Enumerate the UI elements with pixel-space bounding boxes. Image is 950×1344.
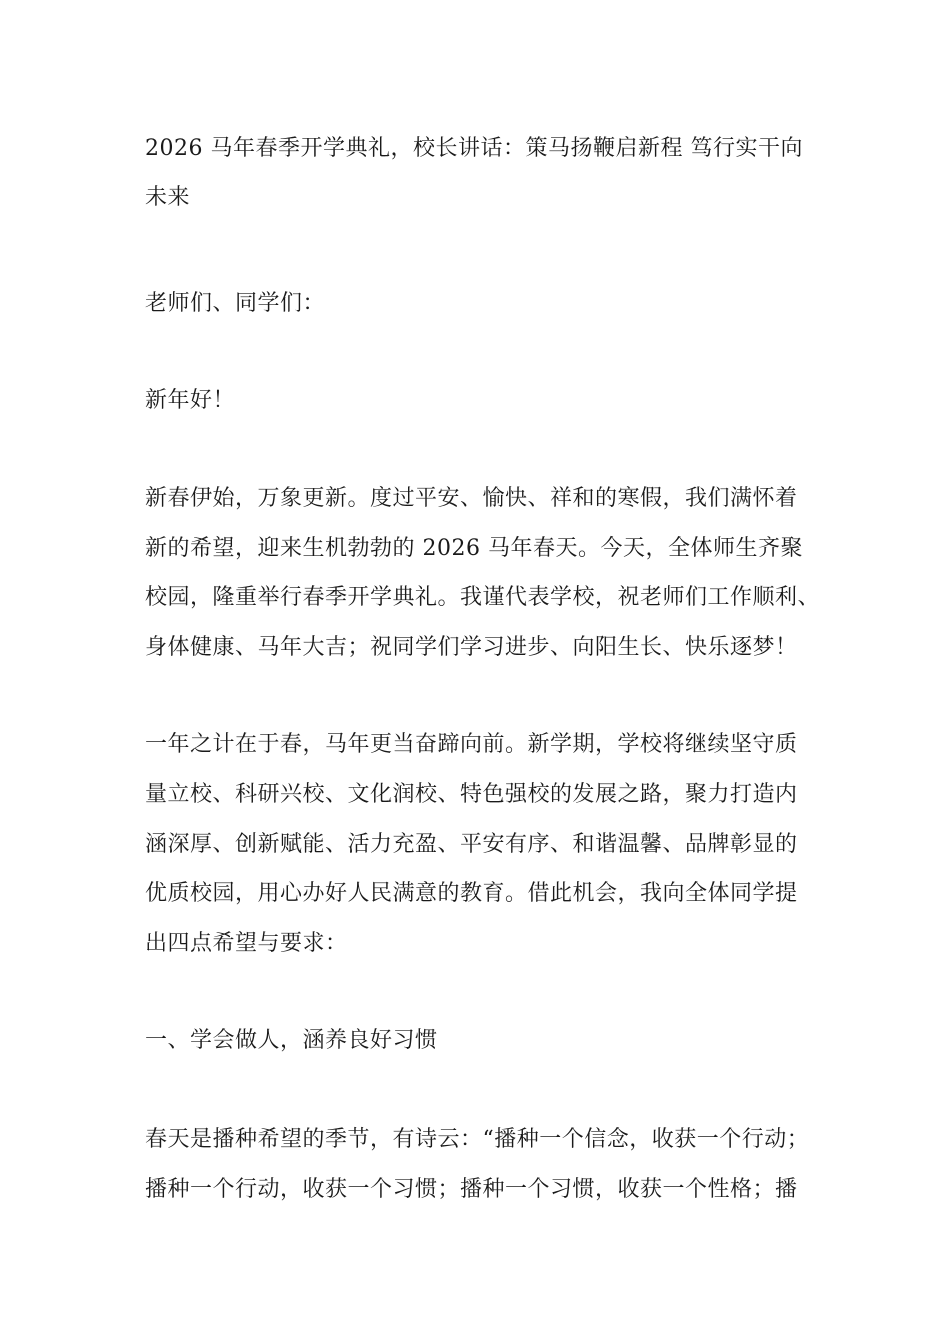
paragraph1-line-1: 新春伊始，万象更新。度过平安、愉快、祥和的寒假，我们满怀着 (145, 486, 798, 511)
salutation: 老师们、同学们： (145, 291, 326, 316)
paragraph2-line-3: 涵深厚、创新赋能、活力充盈、平安有序、和谐温馨、品牌彰显的 (145, 832, 798, 857)
paragraph1-line-3: 校园，隆重举行春季开学典礼。我谨代表学校，祝老师们工作顺利、 (145, 585, 821, 610)
paragraph2-line-4: 优质校园，用心办好人民满意的教育。借此机会，我向全体同学提 (145, 881, 798, 906)
title-line-1: 2026 马年春季开学典礼，校长讲话：策马扬鞭启新程 笃行实干向 (145, 136, 803, 161)
section1-heading: 一、学会做人，涵养良好习惯 (145, 1028, 438, 1053)
paragraph1-line-2: 新的希望，迎来生机勃勃的 2026 马年春天。今天，全体师生齐聚 (145, 536, 803, 561)
paragraph3-line-1: 春天是播种希望的季节，有诗云：“播种一个信念，收获一个行动； (145, 1127, 810, 1152)
paragraph1-line-4: 身体健康、马年大吉；祝同学们学习进步、向阳生长、快乐逐梦！ (145, 635, 798, 660)
paragraph2-line-5: 出四点希望与要求： (145, 931, 348, 956)
paragraph3-line-2: 播种一个行动，收获一个习惯；播种一个习惯，收获一个性格；播 (145, 1177, 798, 1202)
greeting: 新年好！ (145, 388, 236, 413)
title-line-2: 未来 (145, 185, 191, 210)
paragraph2-line-2: 量立校、科研兴校、文化润校、特色强校的发展之路，聚力打造内 (145, 782, 798, 807)
paragraph2-line-1: 一年之计在于春，马年更当奋蹄向前。新学期，学校将继续坚守质 (145, 732, 798, 757)
